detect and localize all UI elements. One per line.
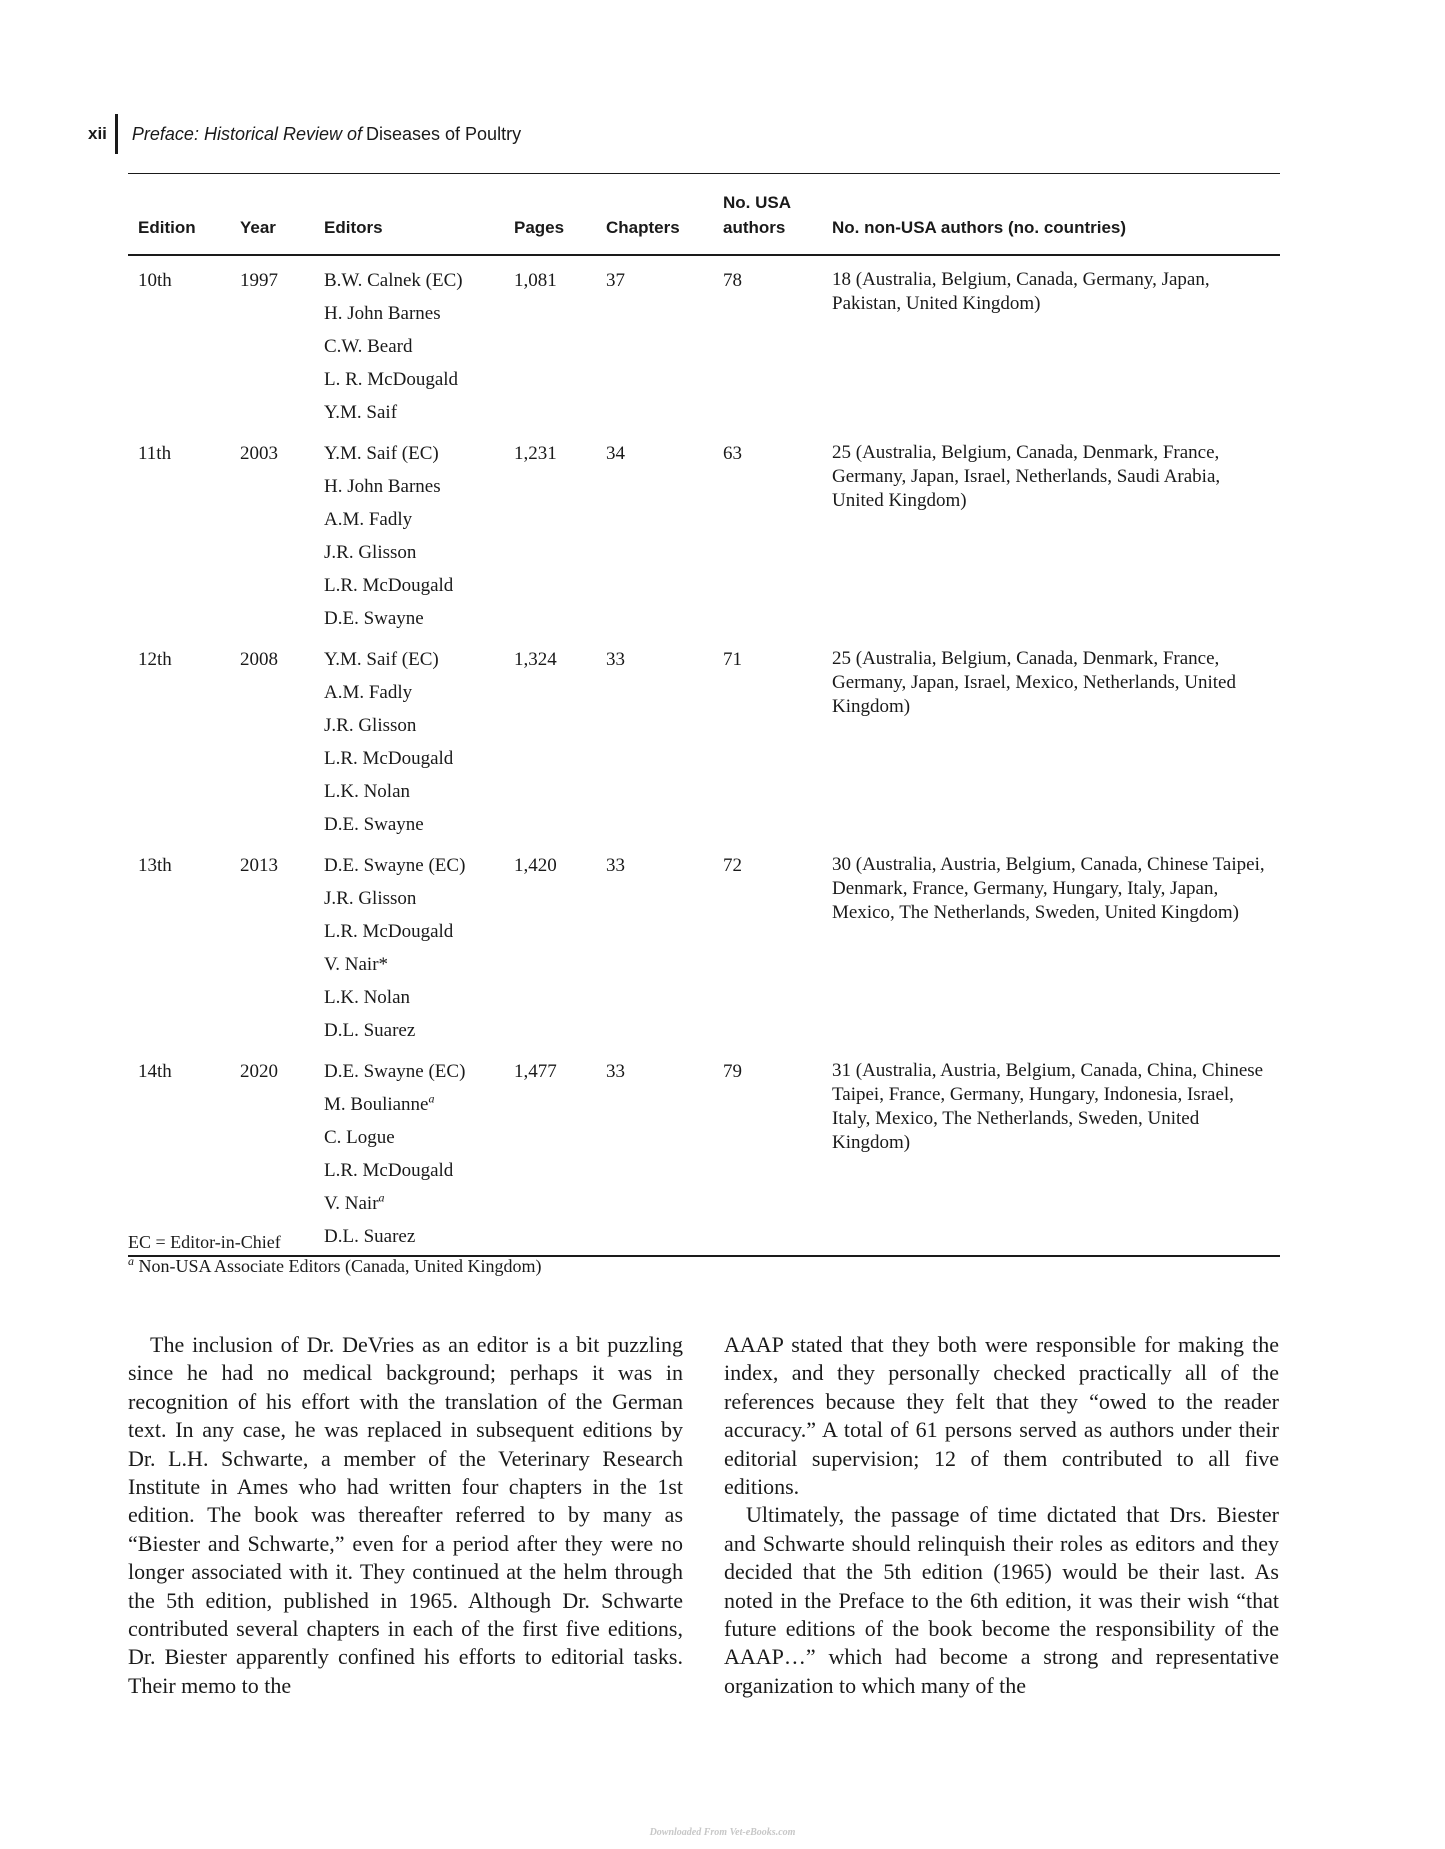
usa-authors-cell: 79 (723, 1061, 742, 1082)
table-row (128, 841, 1280, 1047)
year-cell: 2003 (240, 443, 278, 464)
watermark: Downloaded From Vet-eBooks.com (649, 1827, 796, 1838)
table-notes (128, 1230, 541, 1278)
header-title-italic: Preface: Historical Review of (131, 123, 362, 144)
footnote-marker: a (428, 1091, 435, 1106)
non-usa-authors-cell: 30 (Australia, Austria, Belgium, Canada, Chinese Taipei, Denmark, France, Germany, Hungary, Italy, Japan, Mexico, The Netherlands, Sweden, United Kingdom) (832, 854, 1265, 923)
table-row (128, 429, 1280, 635)
editor-name: C. Logue (324, 1127, 395, 1148)
non-usa-authors-cell: 18 (Australia, Belgium, Canada, Germany, Japan, Pakistan, United Kingdom) (832, 269, 1210, 314)
editor-name: V. Nair* (324, 954, 389, 975)
editor-name: L.K. Nolan (324, 781, 411, 802)
editor-name: D.E. Swayne (EC) (324, 855, 466, 876)
non-usa-authors-cell: 25 (Australia, Belgium, Canada, Denmark, France, Germany, Japan, Israel, Mexico, Netherlands, United Kingdom) (832, 648, 1236, 717)
editor-name: L.R. McDougald (324, 921, 454, 942)
edition-cell: 12th (138, 649, 172, 670)
table-header (128, 174, 1280, 256)
col-header-pages: Pages (514, 218, 565, 237)
col-header-chapters: Chapters (606, 218, 680, 237)
chapters-cell: 37 (606, 270, 625, 291)
note-non-usa-editors: $^a$ Non-USA Associate Editors (Canada, United Kingdom) (128, 1254, 542, 1276)
editions-table (128, 173, 1280, 1257)
body-column-right (724, 1331, 1279, 1700)
body-paragraph: The inclusion of Dr. DeVries as an editor is a bit puzzling since he had no medical background; perhaps it was in recognition of his effort with the translation of the German text. In any case, he was replaced in subsequent editions by Dr. L.H. Schwarte, a member of the Veterinary Research Institute in Ames who had written four chapters in the 1st edition. The book was thereafter referred to by many as “Biester and Schwarte,” even for a period after they were no longer associated with it. They continued at the helm through the 5th edition, published in 1965. Although Dr. Schwarte contributed several chapters in each of the first five editions, Dr. Biester apparently confined his efforts to editorial tasks. Their memo to the (128, 1332, 683, 1698)
year-cell: 2020 (240, 1061, 278, 1082)
table-row (128, 255, 1280, 429)
editor-name: H. John Barnes (324, 303, 441, 324)
header-title-plain: Diseases of Poultry (366, 123, 522, 144)
non-usa-authors-cell: 31 (Australia, Austria, Belgium, Canada, China, Chinese Taipei, France, Germany, Hungary, Indonesia, Israel, Italy, Mexico, The Netherlands, Sweden, United Kingdom) (832, 1060, 1264, 1153)
usa-authors-cell: 72 (723, 855, 742, 876)
body-paragraph: Ultimately, the passage of time dictated that Drs. Biester and Schwarte should relinquish their roles as editors and they decided that the 5th edition (1965) would be their last. As noted in the Preface to the 6th edition, it was their wish “that future editions of the book become the responsibility of the AAAP…” which had become a strong and representative organization to which many of the (724, 1502, 1279, 1698)
editors-cell (314, 1047, 504, 1256)
editor-name: D.L. Suarez (324, 1226, 416, 1247)
editor-name: J.R. Glisson (324, 715, 417, 736)
header-divider (115, 114, 118, 154)
edition-cell: 13th (138, 855, 172, 876)
editor-name: A.M. Fadly (324, 682, 413, 703)
editor-name: Y.M. Saif (324, 402, 398, 423)
table-row (128, 635, 1280, 841)
editor-name: L. R. McDougald (324, 369, 459, 390)
non-usa-authors-cell: 25 (Australia, Belgium, Canada, Denmark, France, Germany, Japan, Israel, Netherlands, Saudi Arabia, United Kingdom) (832, 442, 1221, 511)
table-row (128, 1047, 1280, 1256)
col-header-non-usa-authors: No. non-USA authors (no. countries) (832, 218, 1127, 237)
editor-name: J.R. Glisson (324, 542, 417, 563)
pages-cell: 1,324 (514, 649, 557, 670)
editor-name: Y.M. Saif (EC) (324, 649, 439, 670)
editors-cell (314, 429, 504, 635)
editor-name: M. Boulianne$^a$ (324, 1091, 435, 1115)
page-number: xii (88, 124, 107, 143)
edition-cell: 10th (138, 270, 172, 291)
editions-table-container (128, 173, 1280, 1257)
editors-cell (314, 255, 504, 429)
footnote-marker: a (128, 1254, 134, 1268)
edition-cell: 11th (138, 443, 172, 464)
editor-name: C.W. Beard (324, 336, 413, 357)
usa-authors-cell: 63 (723, 443, 742, 464)
running-head (88, 114, 521, 154)
usa-authors-cell: 78 (723, 270, 742, 291)
pages-cell: 1,231 (514, 443, 557, 464)
editor-name: L.R. McDougald (324, 1160, 454, 1181)
usa-authors-cell: 71 (723, 649, 742, 670)
body-paragraph: AAAP stated that they both were responsible for making the index, and they personally checked practically all of the references because they felt that they “owed to the reader accuracy.” A total of 61 persons served as authors under their editorial supervision; 12 of them contributed to all five editions. (724, 1332, 1279, 1500)
editors-cell (314, 635, 504, 841)
editor-name: A.M. Fadly (324, 509, 413, 530)
year-cell: 1997 (240, 270, 278, 291)
editor-name: V. Nair$^a$ (324, 1190, 385, 1214)
editor-name: H. John Barnes (324, 476, 441, 497)
pages-cell: 1,081 (514, 270, 557, 291)
editor-name: D.L. Suarez (324, 1020, 416, 1041)
note-ec: EC = Editor-in-Chief (128, 1232, 281, 1252)
editor-name: J.R. Glisson (324, 888, 417, 909)
editor-name: L.R. McDougald (324, 575, 454, 596)
year-cell: 2008 (240, 649, 278, 670)
editor-name: Y.M. Saif (EC) (324, 443, 439, 464)
editors-cell (314, 841, 504, 1047)
chapters-cell: 33 (606, 855, 625, 876)
body-column-left (128, 1331, 683, 1700)
col-header-editors: Editors (324, 218, 383, 237)
editor-name: D.E. Swayne (324, 608, 424, 629)
pages-cell: 1,420 (514, 855, 557, 876)
chapters-cell: 33 (606, 1061, 625, 1082)
editor-name: D.E. Swayne (324, 814, 424, 835)
editor-name: L.K. Nolan (324, 987, 411, 1008)
pages-cell: 1,477 (514, 1061, 557, 1082)
chapters-cell: 34 (606, 443, 625, 464)
year-cell: 2013 (240, 855, 278, 876)
editor-name: B.W. Calnek (EC) (324, 270, 463, 291)
col-header-edition: Edition (138, 218, 196, 237)
editor-name: D.E. Swayne (EC) (324, 1061, 466, 1082)
col-header-year: Year (240, 218, 276, 237)
edition-cell: 14th (138, 1061, 172, 1082)
footnote-marker: a (378, 1190, 385, 1205)
chapters-cell: 33 (606, 649, 625, 670)
col-header-usa-authors: No. USA authors (723, 193, 791, 237)
editor-name: L.R. McDougald (324, 748, 454, 769)
